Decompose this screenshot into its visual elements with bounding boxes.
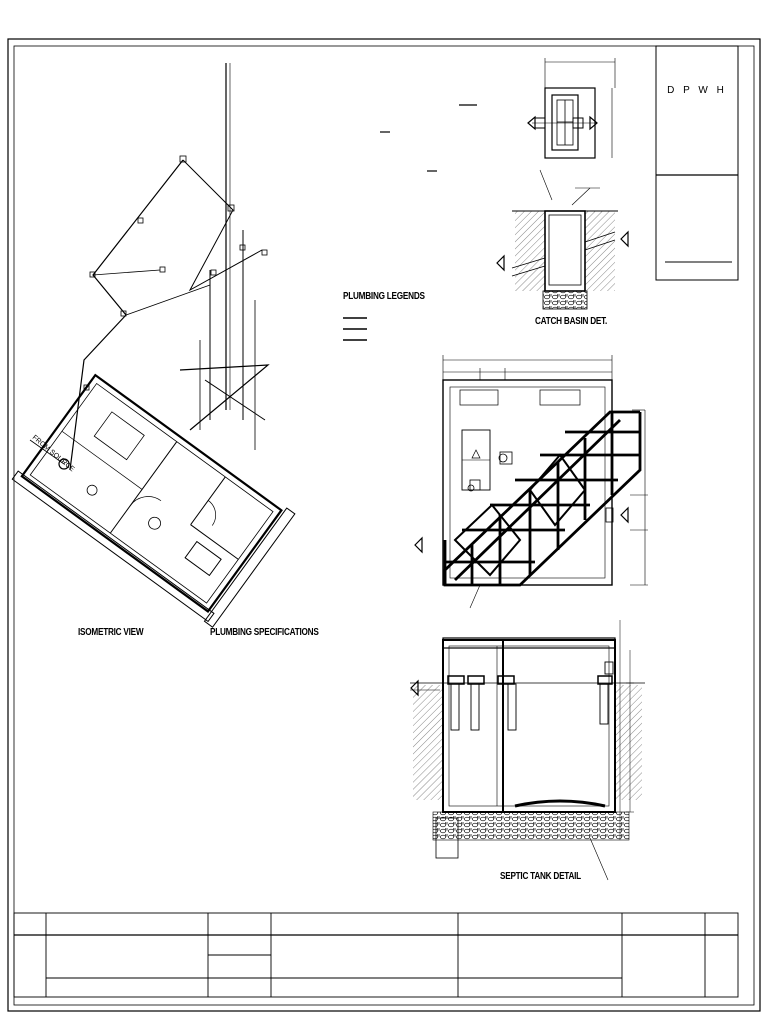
catch-basin-section: [497, 211, 628, 309]
outer-border: [8, 39, 760, 1011]
septic-tank-section: [410, 620, 645, 880]
from-source-label: FROM SOURCE: [30, 434, 76, 474]
note-dashes: [380, 105, 477, 171]
plumbing-specifications-title: PLUMBING SPECIFICATIONS: [210, 627, 319, 638]
catch-basin-plan: [528, 58, 615, 205]
septic-tank-detail-title: SEPTIC TANK DETAIL: [500, 871, 581, 882]
bottom-title-strip: [14, 913, 738, 997]
title-block: [656, 46, 738, 280]
agency-name: D P W H: [667, 85, 727, 96]
plumbing-legends-symbols: [343, 318, 367, 340]
catch-basin-detail-title: CATCH BASIN DET.: [535, 316, 607, 327]
isometric-view: [11, 63, 295, 627]
septic-tank-rebar-band: [445, 412, 640, 585]
plumbing-legends-title: PLUMBING LEGENDS: [343, 291, 425, 302]
isometric-view-title: ISOMETRIC VIEW: [78, 627, 144, 638]
inner-border: [14, 46, 754, 1005]
